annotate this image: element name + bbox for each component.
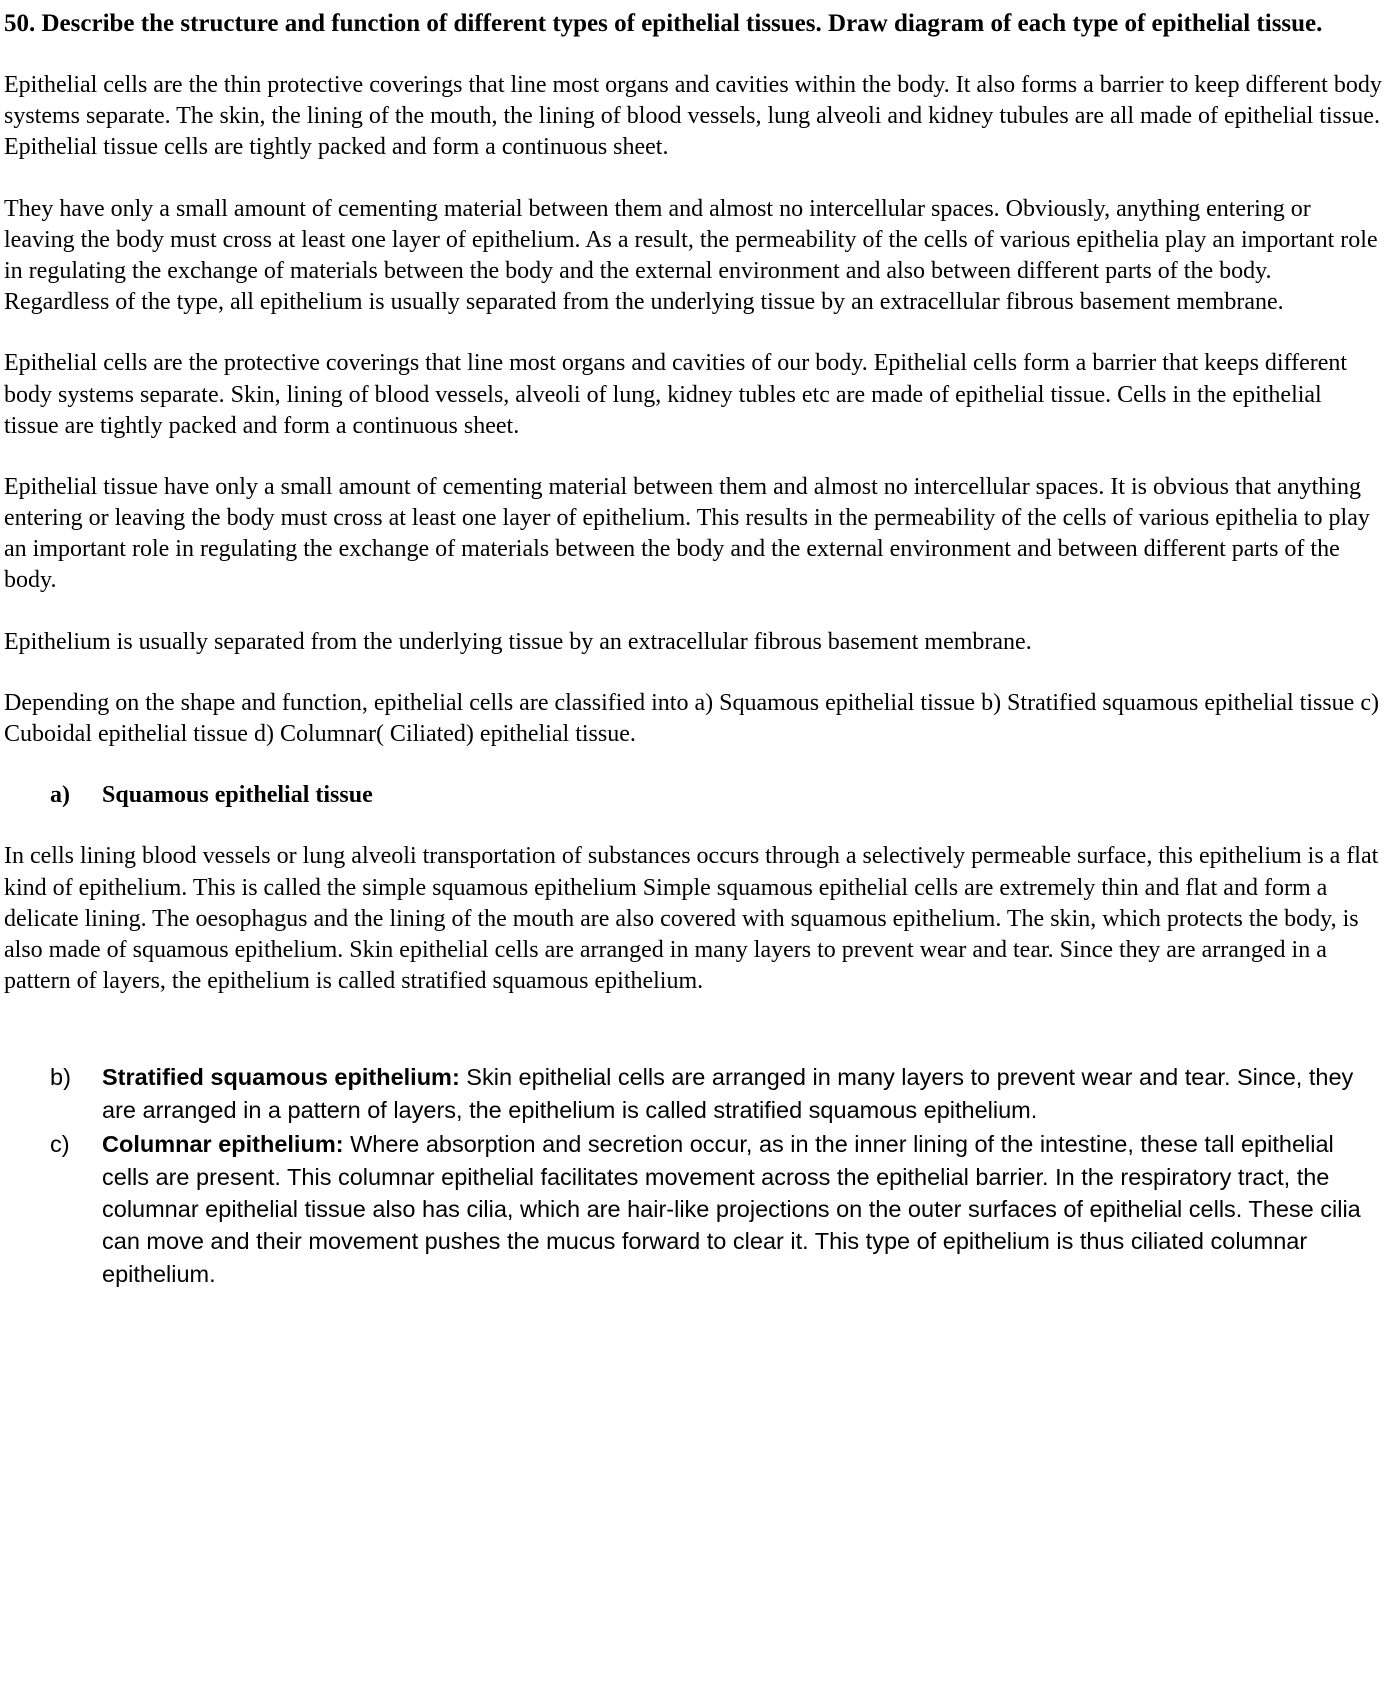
list-item-body — [102, 1128, 1372, 1290]
section-spacer — [4, 1027, 1382, 1061]
paragraph-3: Epithelial cells are the protective coverings that line most organs and cavities of our body. Epithelial cells form a barrier that keeps different body systems separate. Skin, lining of blood vessels, alveoli of lung, kidney tubles etc are made of epithelial tissue. Cells in the epithelial tissue are tightly packed and form a continuous sheet. — [4, 350, 1348, 439]
list-item-text: Skin epithelial cells are arranged in many layers to prevent wear and tear. Since, they are arranged in a pattern of layers, the epithelium is called stratified squamous epithelium. — [102, 1064, 1354, 1123]
section-a-paragraph: In cells lining blood vessels or lung alveoli transportation of substances occurs through a selectively permeable surface, this epithelium is a flat kind of epithelium. This is called the simple squamous epithelium Simple squamous epithelial cells are extremely thin and flat and form a delicate lining. The oesophagus and the lining of the mouth are also covered with squamous epithelium. The skin, which protects the body, is also made of squamous epithelium. Skin epithelial cells are arranged in many layers to prevent wear and tear. Since they are arranged in a pattern of layers, the epithelium is called stratified squamous epithelium. — [4, 843, 1379, 995]
list-item-term: Columnar epithelium: — [102, 1131, 344, 1158]
paragraph-5: Epithelium is usually separated from the underlying tissue by an extracellular fibrous basement membrane. — [4, 628, 1032, 655]
list-item — [50, 1128, 1372, 1290]
section-a-marker: a) — [50, 782, 70, 809]
list-item — [50, 1061, 1372, 1126]
section-a-heading-text: Squamous epithelial tissue — [102, 782, 373, 809]
list-item-marker: c) — [50, 1131, 70, 1158]
list-item-body — [102, 1061, 1372, 1126]
list-item-term: Stratified squamous epithelium: — [102, 1064, 460, 1091]
paragraph-2: They have only a small amount of cementing material between them and almost no intercellular spaces. Obviously, anything entering or leaving the body must cross at least one layer of epithelium. As a result, the permeability of the cells of various epithelia play an important role in regulating the exchange of materials between the body and the external environment and also between different parts of the body. Regardless of the type, all epithelium is usually separated from the underlying tissue by an extracellular fibrous basement membrane. — [4, 195, 1378, 316]
section-a-heading — [4, 780, 1382, 811]
list-item-text: Where absorption and secretion occur, as in the inner lining of the intestine, these tall epithelial cells are present. This columnar epithelial facilitates movement across the epithelial barrier. In the respiratory tract, the columnar epithelial tissue also has cilia, which are hair-like projections on the outer surfaces of epithelial cells. These cilia can move and their movement pushes the mucus forward to clear it. This type of epithelium is thus ciliated columnar epithelium. — [102, 1131, 1361, 1287]
paragraph-6: Depending on the shape and function, epithelial cells are classified into a) Squamous epithelial tissue b) Stratified squamous epithelial tissue c) Cuboidal epithelial tissue d) Columnar( Ciliated) epithelial tissue. — [4, 689, 1379, 747]
paragraph-1: Epithelial cells are the thin protective coverings that line most organs and cavities within the body. It also forms a barrier to keep different body systems separate. The skin, the lining of the mouth, the lining of blood vessels, lung alveoli and kidney tubules are all made of epithelial tissue. Epithelial tissue cells are tightly packed and form a continuous sheet. — [4, 72, 1382, 161]
list-item-marker: b) — [50, 1064, 71, 1091]
question-title: 50. Describe the structure and function of different types of epithelial tissues. Draw diagram of each type of epithelial tissue. — [4, 10, 1323, 37]
paragraph-4: Epithelial tissue have only a small amount of cementing material between them and almost no intercellular spaces. It is obvious that anything entering or leaving the body must cross at least one layer of epithelium. This results in the permeability of the cells of various epithelia to play an important role in regulating the exchange of materials between the body and the external environment and between different parts of the body. — [4, 473, 1370, 594]
epithelium-type-list — [4, 1061, 1382, 1290]
